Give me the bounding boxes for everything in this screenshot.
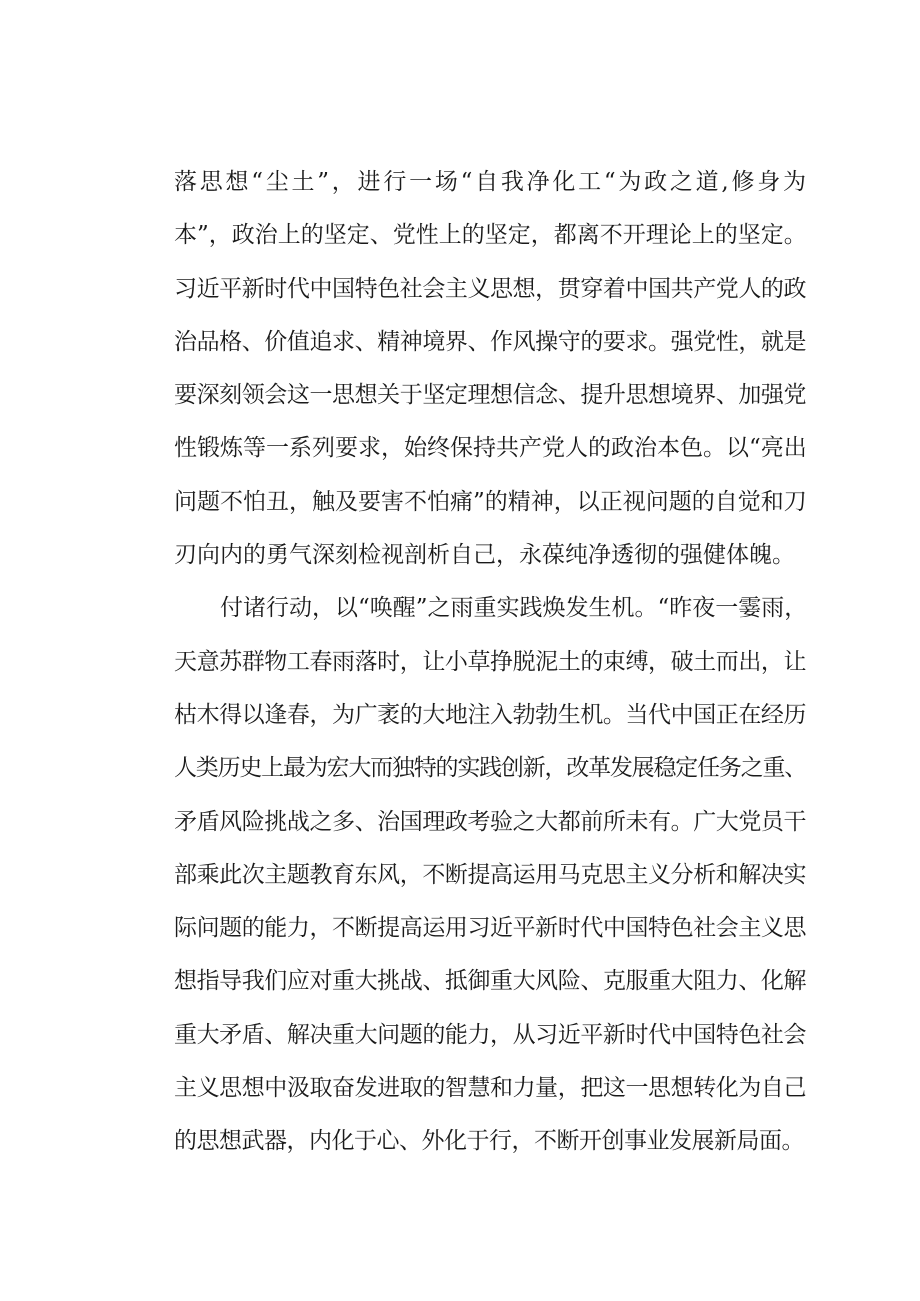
paragraph-2 xyxy=(174,582,806,1168)
paragraph-1 xyxy=(174,156,806,582)
text-line: 治品格、价值追求、精神境界、作风操守的要求。强党性，就是 xyxy=(174,328,806,355)
text-line: 重大矛盾、解决重大问题的能力，从习近平新时代中国特色社会 xyxy=(174,1021,806,1048)
text-line: 问题不怕丑，触及要害不怕痛”的精神，以正视问题的自觉和刀 xyxy=(174,488,807,515)
text-line: 主义思想中汲取奋发进取的智慧和力量，把这一思想转化为自己 xyxy=(174,1075,806,1102)
text-line: 想指导我们应对重大挑战、抵御重大风险、克服重大阻力、化解 xyxy=(174,968,806,995)
text-line: 天意苏群物工春雨落时，让小草挣脱泥土的束缚，破土而出，让 xyxy=(174,648,806,675)
text-line: 矛盾风险挑战之多、治国理政考验之大都前所未有。广大党员干 xyxy=(174,808,806,835)
body-text xyxy=(174,156,806,1169)
text-line: 人类历史上最为宏大而独特的实践创新，改革发展稳定任务之重、 xyxy=(174,755,806,782)
text-line: 本”，政治上的坚定、党性上的坚定，都离不开理论上的坚定。 xyxy=(174,222,807,249)
text-line: 习近平新时代中国特色社会主义思想，贯穿着中国共产党人的政 xyxy=(174,275,806,302)
text-line: 部乘此次主题教育东风，不断提高运用马克思主义分析和解决实 xyxy=(174,861,806,888)
text-line: 付诸行动，以“唤醒”之雨重实践焕发生机。“昨夜一霎雨， xyxy=(220,595,808,622)
text-line: 枯木得以逢春，为广袤的大地注入勃勃生机。当代中国正在经历 xyxy=(174,701,806,728)
text-line: 性锻炼等一系列要求，始终保持共产党人的政治本色。以“亮出 xyxy=(174,435,807,462)
text-line: 要深刻领会这一思想关于坚定理想信念、提升思想境界、加强党 xyxy=(174,382,806,409)
text-line: 落思想“尘土”，进行一场“自我净化工“为政之道,修身为 xyxy=(174,169,806,195)
text-line: 刃向内的勇气深刻检视剖析自己，永葆纯净透彻的强健体魄。 xyxy=(174,542,795,569)
text-line: 的思想武器，内化于心、外化于行，不断开创事业发展新局面。 xyxy=(174,1128,804,1155)
text-line: 际问题的能力，不断提高运用习近平新时代中国特色社会主义思 xyxy=(174,915,806,942)
